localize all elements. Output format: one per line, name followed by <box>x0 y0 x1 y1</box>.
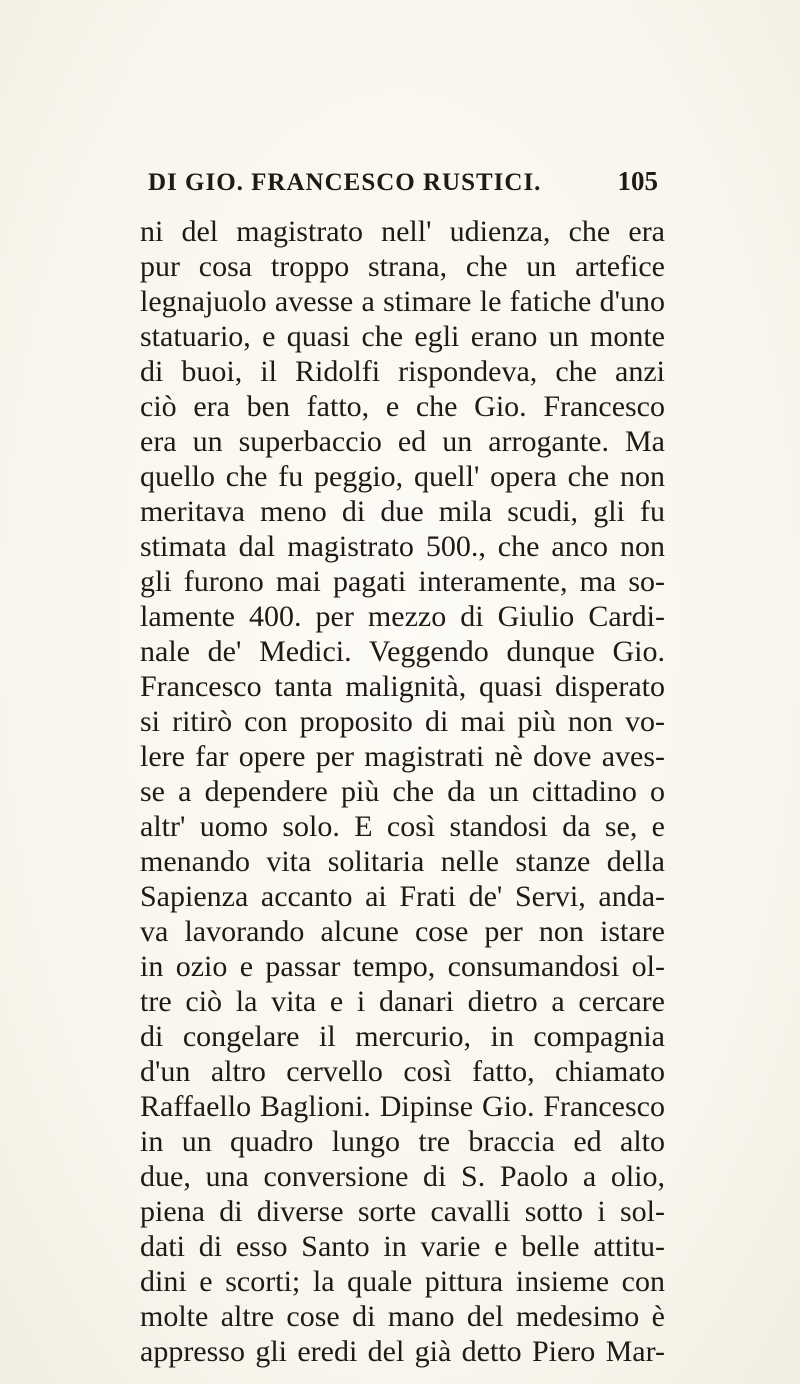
body-text <box>140 214 665 1369</box>
text-line: ciò era ben fatto, e che Gio. Francesco <box>140 390 665 423</box>
running-title: DI GIO. FRANCESCO RUSTICI. <box>148 169 542 196</box>
text-line: Sapienza accanto ai Frati de' Servi, anda- <box>140 880 665 913</box>
text-line: quello che fu peggio, quell' opera che non <box>140 460 665 493</box>
text-line: pur cosa troppo strana, che un artefice <box>140 250 665 283</box>
text-line: stimata dal magistrato 500., che anco non <box>140 530 665 563</box>
text-line: se a dependere più che da un cittadino o <box>140 775 665 808</box>
text-line: tre ciò la vita e i danari dietro a cercare <box>140 985 665 1018</box>
text-line: ni del magistrato nell' udienza, che era <box>140 215 665 248</box>
text-line: dini e scorti; la quale pittura insieme con <box>140 1265 665 1298</box>
text-line: legnajuolo avesse a stimare le fatiche d'uno <box>140 285 665 318</box>
text-line: piena di diverse sorte cavalli sotto i sol- <box>140 1195 665 1228</box>
text-line: Raffaello Baglioni. Dipinse Gio. Francesco <box>140 1090 665 1123</box>
running-head <box>148 166 658 197</box>
text-line: era un superbaccio ed un arrogante. Ma <box>140 425 665 458</box>
text-line: altr' uomo solo. E così standosi da se, e <box>140 810 665 843</box>
text-line: in ozio e passar tempo, consumandosi ol- <box>140 950 665 983</box>
text-line: lere far opere per magistrati nè dove aves- <box>140 740 665 773</box>
text-line: in un quadro lungo tre braccia ed alto <box>140 1125 665 1158</box>
text-line: molte altre cose di mano del medesimo è <box>140 1300 665 1333</box>
text-line: gli furono mai pagati interamente, ma so- <box>140 565 665 598</box>
text-line: si ritirò con proposito di mai più non vo- <box>140 705 665 738</box>
text-line: dati di esso Santo in varie e belle attitu- <box>140 1230 665 1263</box>
text-line: nale de' Medici. Veggendo dunque Gio. <box>140 635 665 668</box>
text-line: menando vita solitaria nelle stanze della <box>140 845 665 878</box>
text-line: d'un altro cervello così fatto, chiamato <box>140 1055 665 1088</box>
text-line: Francesco tanta malignità, quasi disperato <box>140 670 665 703</box>
text-line: due, una conversione di S. Paolo a olio, <box>140 1160 665 1193</box>
page-number: 105 <box>617 166 658 196</box>
text-line: di buoi, il Ridolfi rispondeva, che anzi <box>140 355 665 388</box>
text-line: va lavorando alcune cose per non istare <box>140 915 665 948</box>
text-line: di congelare il mercurio, in compagnia <box>140 1020 665 1053</box>
text-line: appresso gli eredi del già detto Piero Mar- <box>140 1335 665 1368</box>
text-line: meritava meno di due mila scudi, gli fu <box>140 495 665 528</box>
text-line: statuario, e quasi che egli erano un monte <box>140 320 665 353</box>
text-line: lamente 400. per mezzo di Giulio Cardi- <box>140 600 665 633</box>
